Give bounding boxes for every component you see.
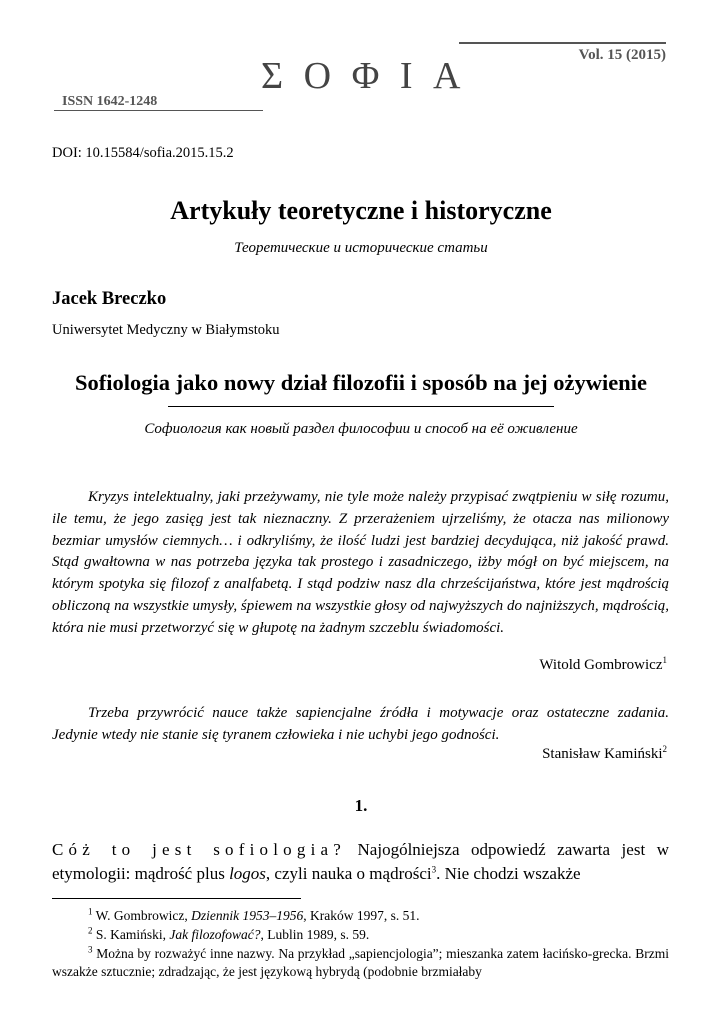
body-italic: logos: [229, 864, 266, 883]
spaced-lead: Cóż to jest sofiologia?: [52, 840, 346, 859]
journal-letter: Ι: [399, 55, 414, 97]
footnote-rule: [52, 898, 301, 899]
journal-volume: Vol. 15 (2015): [578, 47, 666, 63]
motto-author: Stanisław Kamiński: [542, 746, 663, 762]
footnote-text: , Lublin 1989, s. 59.: [260, 927, 370, 942]
footnote-text: S. Kamiński,: [92, 927, 170, 942]
motto-attribution: [539, 657, 667, 674]
footnote-ref[interactable]: 2: [662, 744, 667, 754]
motto-author: Witold Gombrowicz: [539, 657, 663, 673]
body-paragraph: [52, 838, 669, 886]
article-title-russian: Софиология как новый раздел философии и способ на её оживление: [144, 421, 578, 437]
footnote-number: 1: [88, 906, 93, 917]
header-top-rule: [459, 42, 666, 44]
footnote-italic: Dziennik 1953–1956: [191, 908, 304, 923]
footnote-number: 2: [88, 925, 93, 936]
author-name: Jacek Breczko: [52, 289, 167, 309]
footnote-italic: Jak filozofować?: [169, 927, 261, 942]
motto-text: Trzeba przywrócić nauce także sapiencjalne źródła i motywacje oraz ostateczne zadania. Jedynie wtedy nie stanie się tyranem człowieka i nie uchybi jego godności.: [52, 705, 669, 743]
footnote: [52, 945, 669, 981]
footnote-ref[interactable]: 3: [431, 864, 437, 875]
footnote: [52, 926, 669, 944]
issn: ISSN 1642-1248: [62, 94, 158, 109]
footnote: [52, 907, 669, 925]
journal-letter: Ο: [303, 55, 332, 97]
motto-text: Kryzys intelektualny, jaki przeżywamy, nie tyle może należy przypisać zwątpieniu w siłę rozumu, ile temu, że jego zasięg jest tak nieznaczny. Z przerażeniem ujrzeliśmy, że otacza nas milionowy bezmiar umysłów ciemnych… i odkryliśmy, że ilość ludzi jest bardziej decydująca, niż jakość prawd. Stąd gwałtowna w nas potrzeba języka tak prostego i zasadniczego, iżby mógł on być miejscem, na którym spotyka się filozof z analfabetą. I stąd podziw nasz dla chrześcijaństwa, które jest mądrością obliczoną na wszystkie umysły, śpiewem na wszystkie głosy od najwyższych do najniższych, mądrością, która nie musi przetworzyć się w głupotę na żadnym szczeblu świadomości.: [52, 489, 669, 636]
body-text: , czyli nauka o mądrości: [265, 864, 432, 883]
issn-rule: [54, 110, 263, 111]
body-text: . Nie chodzi wszakże: [436, 864, 581, 883]
footnote-text: W. Gombrowicz,: [92, 908, 192, 923]
article-title: Sofiologia jako nowy dział filozofii i sposób na jej ożywienie: [75, 370, 647, 395]
body-text: Najogólniejsza odpowiedź zawarta jest w etymologii: mądrość plus: [52, 840, 669, 883]
footnote-text: , Kraków 1997, s. 51.: [303, 908, 420, 923]
section-title: Artykuły teoretyczne i historyczne: [170, 196, 552, 225]
journal-letter: Α: [433, 55, 461, 97]
footnote-text: Można by rozważyć inne nazwy. Na przykład „sapiencjologia”; mieszanka zatem łacińsko-grecka. Brzmi wszakże sztucznie; zdradzając, że jest językową hybrydą (podobnie brzmiałaby: [52, 946, 669, 979]
journal-title: [0, 54, 722, 98]
journal-letter: Φ: [351, 55, 380, 97]
title-rule: [168, 406, 554, 407]
journal-letter: Σ: [261, 55, 284, 97]
section-subtitle: Теоретические и исторические статьи: [234, 240, 488, 256]
footnote-number: 3: [88, 944, 93, 955]
doi: DOI: 10.15584/sofia.2015.15.2: [52, 145, 234, 161]
motto-quote: [52, 703, 669, 747]
motto-attribution: [542, 746, 667, 763]
footnote-ref[interactable]: 1: [662, 655, 667, 665]
author-affiliation: Uniwersytet Medyczny w Białymstoku: [52, 322, 280, 338]
motto-quote: [52, 487, 669, 640]
section-number: 1.: [354, 796, 368, 815]
